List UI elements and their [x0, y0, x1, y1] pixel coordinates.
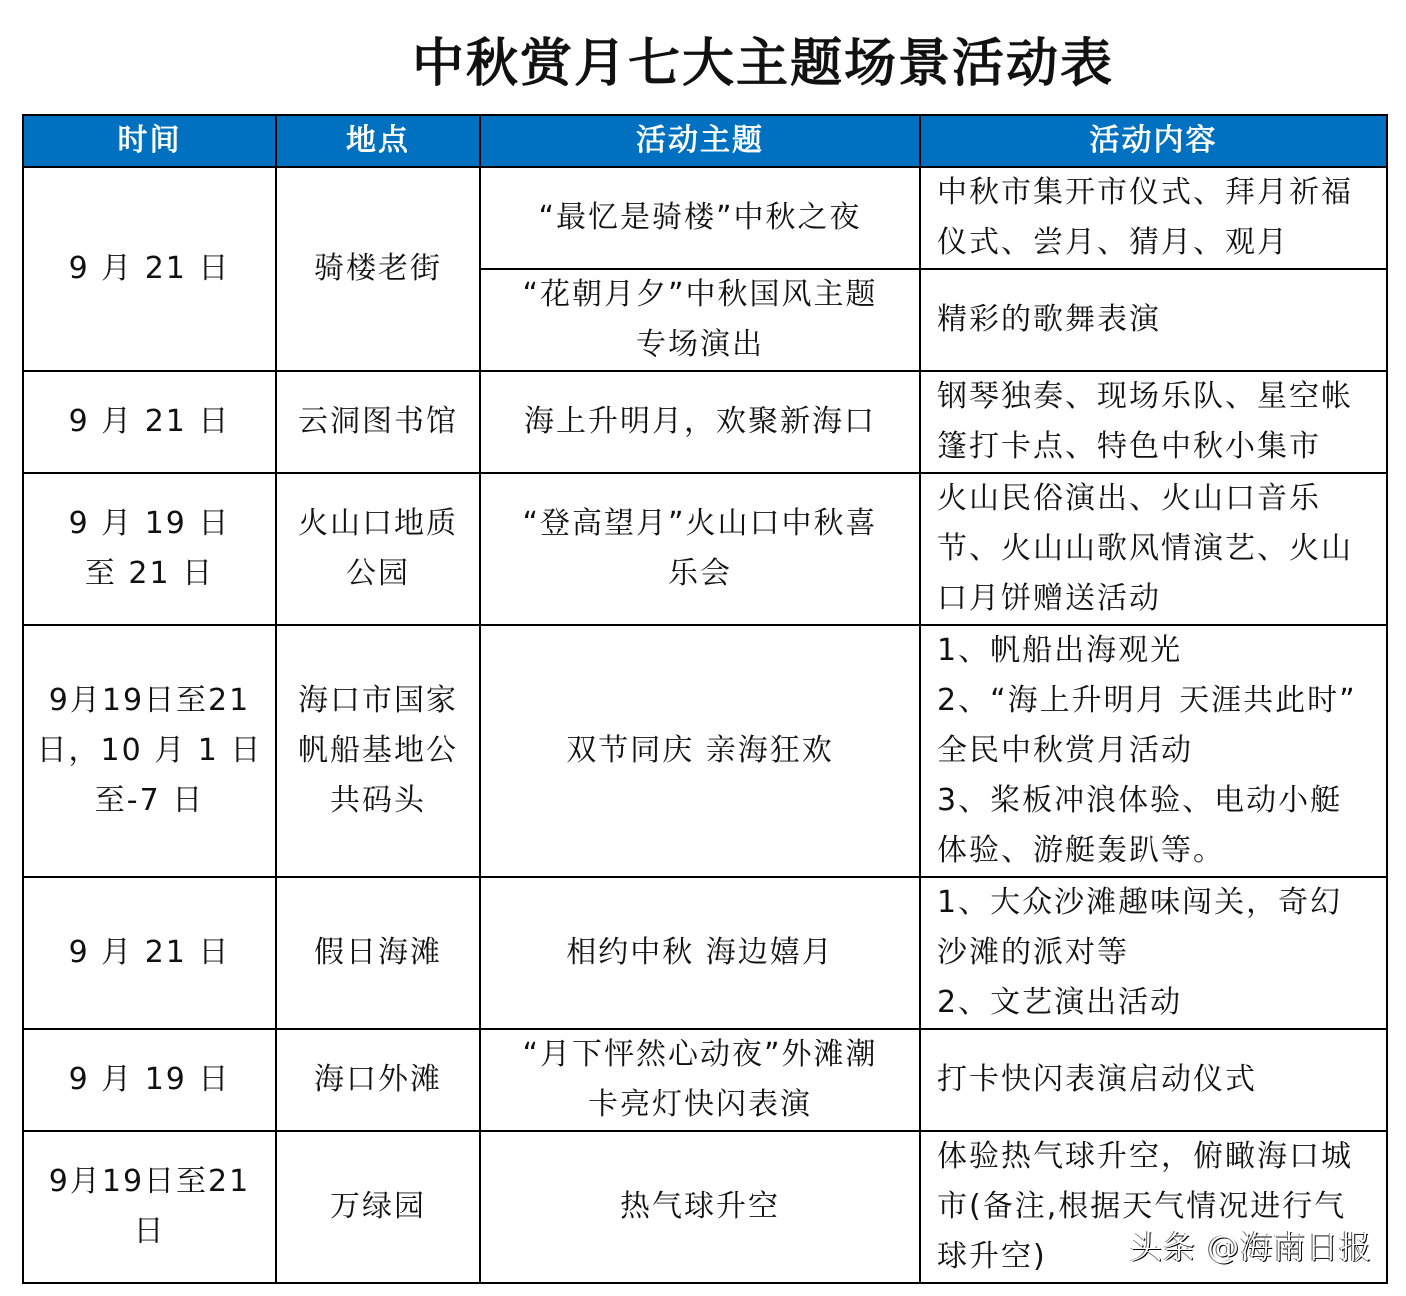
theme-cell: 相约中秋 海边嬉月 — [480, 877, 920, 1029]
theme-cell: “最忆是骑楼”中秋之夜 — [480, 167, 920, 269]
page-title: 中秋赏月七大主题场景活动表 — [411, 34, 1114, 94]
theme-cell: “登高望月”火山口中秋喜 乐会 — [480, 473, 920, 625]
content-cell: 钢琴独奏、现场乐队、星空帐 篷打卡点、特色中秋小集市 — [920, 371, 1387, 473]
content-cell: 1、大众沙滩趣味闯关，奇幻 沙滩的派对等 2、文艺演出活动 — [920, 877, 1387, 1029]
table-row — [23, 877, 1387, 1029]
time-cell: 9 月 21 日 — [23, 371, 276, 473]
time-cell: 9月19日至21 日，10 月 1 日 至-7 日 — [23, 625, 276, 877]
table-row — [23, 1029, 1387, 1131]
content-cell: 中秋市集开市仪式、拜月祈福 仪式、尝月、猜月、观月 — [920, 167, 1387, 269]
theme-cell: “月下怦然心动夜”外滩潮 卡亮灯快闪表演 — [480, 1029, 920, 1131]
place-cell: 火山口地质 公园 — [276, 473, 480, 625]
header-time: 时间 — [23, 115, 276, 167]
place-cell: 骑楼老街 — [276, 167, 480, 371]
table-row — [23, 371, 1387, 473]
header-place: 地点 — [276, 115, 480, 167]
content-cell: 精彩的歌舞表演 — [920, 269, 1387, 371]
theme-cell: 海上升明月，欢聚新海口 — [480, 371, 920, 473]
place-cell: 假日海滩 — [276, 877, 480, 1029]
content-cell: 打卡快闪表演启动仪式 — [920, 1029, 1387, 1131]
content-cell: 1、帆船出海观光 2、“海上升明月 天涯共此时” 全民中秋赏月活动 3、桨板冲浪体验、电动小艇 体验、游艇轰趴等。 — [920, 625, 1387, 877]
content-cell: 体验热气球升空，俯瞰海口城 市(备注,根据天气情况进行气 球升空) — [920, 1131, 1387, 1283]
time-cell: 9 月 21 日 — [23, 877, 276, 1029]
place-cell: 海口市国家 帆船基地公 共码头 — [276, 625, 480, 877]
theme-cell: 热气球升空 — [480, 1131, 920, 1283]
place-cell: 万绿园 — [276, 1131, 480, 1283]
time-cell: 9月19日至21 日 — [23, 1131, 276, 1283]
place-cell: 云洞图书馆 — [276, 371, 480, 473]
place-cell: 海口外滩 — [276, 1029, 480, 1131]
header-content: 活动内容 — [920, 115, 1387, 167]
table-header-row — [23, 115, 1387, 167]
table-row — [23, 473, 1387, 625]
time-cell: 9 月 21 日 — [23, 167, 276, 371]
time-cell: 9 月 19 日 — [23, 1029, 276, 1131]
content-cell: 火山民俗演出、火山口音乐 节、火山山歌风情演艺、火山 口月饼赠送活动 — [920, 473, 1387, 625]
time-cell: 9 月 19 日 至 21 日 — [23, 473, 276, 625]
table-row — [23, 625, 1387, 877]
theme-cell: “花朝月夕”中秋国风主题 专场演出 — [480, 269, 920, 371]
activity-table — [22, 114, 1388, 1284]
watermark: 头条 @海南日报 — [1130, 1228, 1373, 1266]
table-row — [23, 167, 1387, 269]
header-theme: 活动主题 — [480, 115, 920, 167]
theme-cell: 双节同庆 亲海狂欢 — [480, 625, 920, 877]
